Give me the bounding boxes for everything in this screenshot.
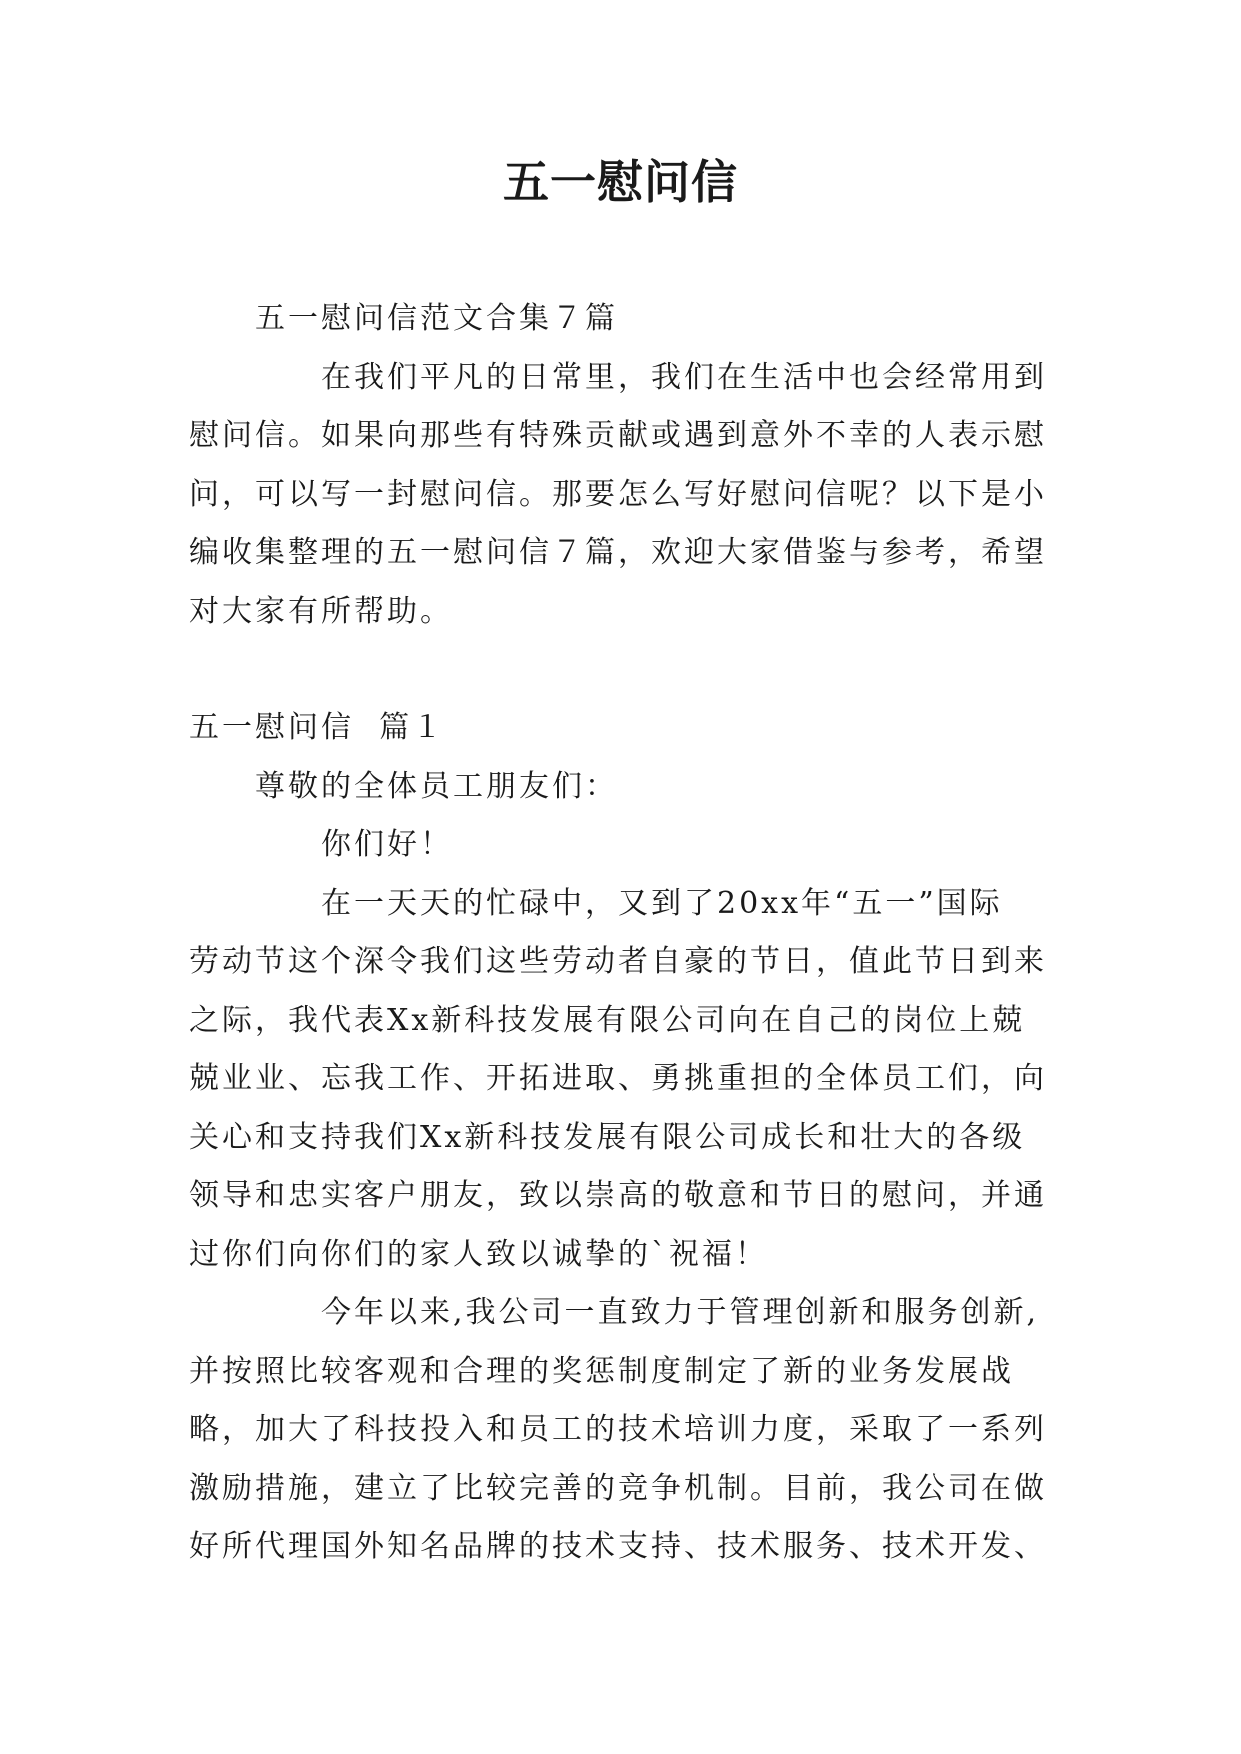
section-heading: 五一慰问信 篇１ [189,710,446,745]
paragraph-line: 之际，我代表Xx新科技发展有限公司向在自己的岗位上兢 [189,1002,1026,1038]
salutation: 尊敬的全体员工朋友们： [255,768,618,804]
collection-subtitle: 五一慰问信范文合集７篇 [255,301,618,336]
paragraph-line: 在一天天的忙碌中，又到了20xx年“五一”国际 [321,885,1003,921]
paragraph-line: 劳动节这个深令我们这些劳动者自豪的节日，值此节日到来 [189,944,1047,979]
paragraph-line: 激励措施，建立了比较完善的竞争机制。目前，我公司在做 [189,1470,1047,1506]
greeting: 你们好！ [321,827,453,862]
paragraph-line: 好所代理国外知名品牌的技术支持、技术服务、技术开发、 [189,1529,1047,1564]
intro-line: 慰问信。如果向那些有特殊贡献或遇到意外不幸的人表示慰 [189,418,1047,453]
paragraph-line: 兢业业、忘我工作、开拓进取、勇挑重担的全体员工们，向 [189,1061,1047,1096]
paragraph-line: 今年以来,我公司一直致力于管理创新和服务创新, [321,1295,1040,1330]
intro-line: 在我们平凡的日常里，我们在生活中也会经常用到 [321,359,1047,395]
section-spacer [189,641,1051,699]
paragraph-line: 关心和支持我们Xx新科技发展有限公司成长和壮大的各级 [189,1119,1026,1155]
paragraph-line: 略，加大了科技投入和员工的技术培训力度，采取了一系列 [189,1412,1047,1447]
paragraph-line: 并按照比较客观和合理的奖惩制度制定了新的业务发展战 [189,1353,1014,1389]
page-title: 五一慰问信 [503,155,738,209]
document-body [189,290,1051,1577]
intro-line: 问，可以写一封慰问信。那要怎么写好慰问信呢？以下是小 [189,476,1047,512]
paragraph-line: 领导和忠实客户朋友，致以崇高的敬意和节日的慰问，并通 [189,1178,1047,1213]
intro-line: 编收集整理的五一慰问信７篇，欢迎大家借鉴与参考，希望 [189,535,1047,570]
intro-line: 对大家有所帮助。 [189,593,453,629]
paragraph-line: 过你们向你们的家人致以诚挚的`祝福！ [189,1236,768,1272]
